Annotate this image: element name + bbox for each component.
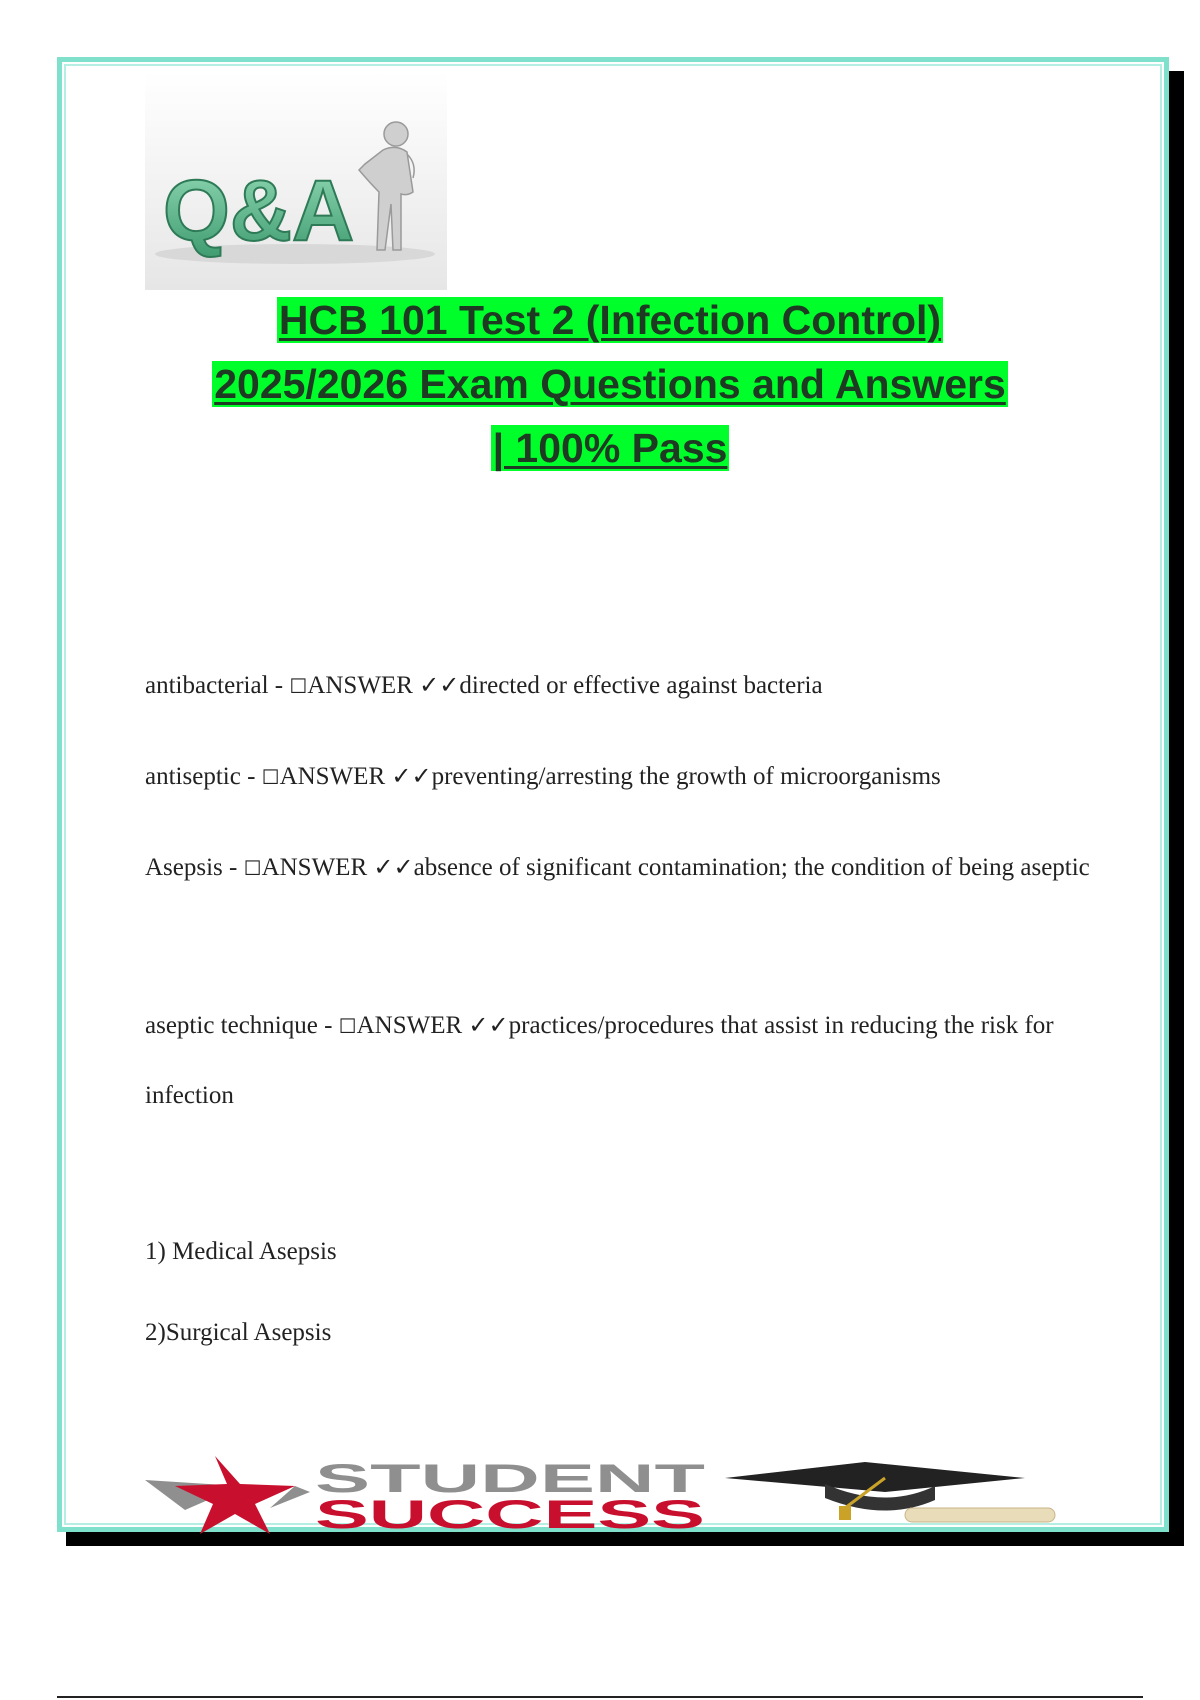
qa-item: Asepsis - ☐ANSWER ✓✓absence of significant contamination; the condition of being aseptic (145, 853, 1090, 881)
graduation-cap-icon (725, 1462, 1055, 1522)
double-check-icon: ✓✓ (468, 1011, 509, 1039)
list-item: 2)Surgical Asepsis (145, 1319, 332, 1346)
footer-logo-line-1: STUDENT (315, 1457, 705, 1501)
qa-item: aseptic technique - ☐ANSWER ✓✓practices/procedures that assist in reducing the risk for infection (145, 1011, 1054, 1109)
star-icon (145, 1456, 310, 1534)
qa-logo-text: Q&A (163, 163, 355, 259)
box-glyph-icon: ☐ (243, 856, 262, 880)
document-title (100, 288, 1120, 480)
footer-logo-line-2: SUCCESS (315, 1493, 705, 1537)
double-check-icon: ✓✓ (373, 853, 414, 881)
box-glyph-icon: ☐ (289, 674, 308, 698)
qa-item: antiseptic - ☐ANSWER ✓✓preventing/arresting the growth of microorganisms (145, 762, 941, 790)
student-success-logo (145, 1448, 1065, 1538)
title-line-3: | 100% Pass (492, 425, 728, 471)
double-check-icon: ✓✓ (419, 671, 460, 699)
title-line-2: 2025/2026 Exam Questions and Answers (214, 361, 1006, 407)
qa-logo (145, 72, 447, 290)
list-item: 1) Medical Asepsis (145, 1238, 337, 1265)
title-line-1: HCB 101 Test 2 (Infection Control) (278, 297, 942, 343)
double-check-icon: ✓✓ (391, 762, 432, 790)
box-glyph-icon: ☐ (261, 765, 280, 789)
bottom-divider (57, 1696, 1143, 1698)
box-glyph-icon: ☐ (338, 1014, 357, 1038)
qa-item: antibacterial - ☐ANSWER ✓✓directed or effective against bacteria (145, 671, 823, 699)
